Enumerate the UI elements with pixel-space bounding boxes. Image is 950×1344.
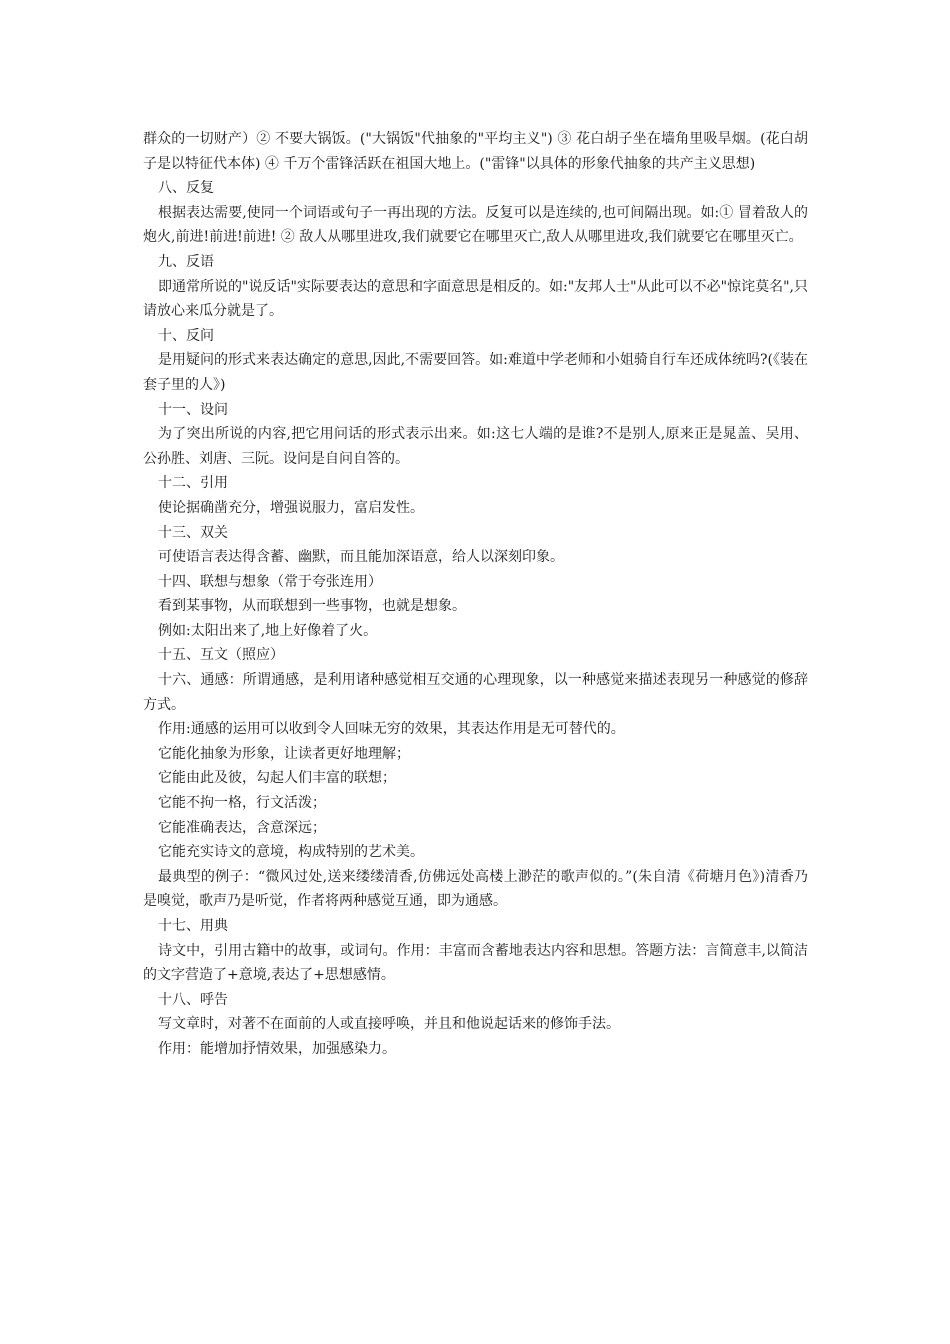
paragraph-synesthesia-example: 最典型的例子：“微风过处,送来缕缕清香,仿佛远处高楼上渺茫的歌声似的。”(朱自清《荷塘月色》)清香乃是嗅觉，歌声乃是听觉，作者将两种感觉互通，即为通感。 [143, 868, 808, 910]
document-body [143, 127, 808, 1062]
paragraph-synesthesia-point-1: 它能化抽象为形象，让读者更好地理解； [158, 745, 410, 762]
heading-intertextuality: 十五、互文（照应） [158, 647, 284, 664]
paragraph-quotation: 使论据确凿充分，增强说服力，富启发性。 [158, 499, 424, 516]
paragraph-repetition: 根据表达需要,使同一个词语或句子一再出现的方法。反复可以是连续的,也可间隔出现。如:① 冒着敌人的炮火,前进!前进!前进! ② 敌人从哪里进攻,我们就要它在哪里灭亡,敌人从哪里进攻,我们就要它在哪里灭亡。 [143, 204, 808, 246]
heading-irony: 九、反语 [158, 253, 214, 270]
paragraph-self-question: 为了突出所说的内容,把它用问话的形式表示出来。如:这七人端的是谁?不是别人,原来正是晁盖、吴用、公孙胜、刘唐、三阮。设问是自问自答的。 [143, 426, 808, 467]
paragraph-apostrophe-function: 作用：能增加抒情效果，加强感染力。 [158, 1040, 396, 1057]
paragraph-synesthesia-point-5: 它能充实诗文的意境，构成特别的艺术美。 [158, 844, 424, 861]
paragraph-apostrophe: 写文章时，对著不在面前的人或直接呼唤，并且和他说起话来的修饰手法。 [158, 1016, 620, 1033]
paragraph-pun: 可使语言表达得含蓄、幽默，而且能加深语意，给人以深刻印象。 [158, 549, 564, 566]
paragraph-synesthesia: 十六、通感：所谓通感，是利用诸种感觉相互交通的心理现象，以一种感觉来描述表现另一种感觉的修辞方式。 [143, 672, 808, 713]
paragraph-association: 看到某事物，从而联想到一些事物，也就是想象。 [158, 598, 466, 615]
paragraph-synesthesia-point-2: 它能由此及彼，勾起人们丰富的联想； [158, 770, 396, 787]
paragraph-metonymy-examples: 群众的一切财产）② 不要大锅饭。("大锅饭"代抽象的"平均主义") ③ 花白胡子坐在墙角里吸旱烟。(花白胡子是以特征代本体) ④ 千万个雷锋活跃在祖国大地上。("雷锋"以具体的形象代抽象的共产主义思想) [143, 131, 808, 172]
heading-self-question: 十一、设问 [158, 401, 228, 418]
heading-apostrophe: 十八、呼告 [158, 991, 228, 1008]
heading-rhetorical-question: 十、反问 [158, 327, 214, 344]
paragraph-synesthesia-function: 作用:通感的运用可以收到令人回味无穷的效果，其表达作用是无可替代的。 [158, 721, 625, 738]
paragraph-allusion: 诗文中，引用古籍中的故事，或词句。作用：丰富而含蓄地表达内容和思想。答题方法：言简意丰,以简洁的文字营造了+意境,表达了+思想感情。 [143, 942, 808, 984]
heading-pun: 十三、双关 [158, 524, 228, 541]
heading-repetition: 八、反复 [158, 180, 214, 197]
heading-quotation: 十二、引用 [158, 475, 228, 492]
heading-allusion: 十七、用典 [158, 918, 228, 934]
paragraph-rhetorical-question: 是用疑问的形式来表达确定的意思,因此,不需要回答。如:难道中学老师和小姐骑自行车还成体统吗?(《装在套子里的人》) [143, 352, 808, 393]
heading-association-imagination: 十四、联想与想象（常于夸张连用） [158, 573, 382, 590]
paragraph-synesthesia-point-4: 它能准确表达，含意深远； [158, 819, 326, 836]
paragraph-irony: 即通常所说的"说反话"实际要表达的意思和字面意思是相反的。如:"友邦人士"从此可以不必"惊诧莫名",只请放心来瓜分就是了。 [143, 278, 808, 320]
paragraph-association-example: 例如:太阳出来了,地上好像着了火。 [158, 622, 378, 639]
paragraph-synesthesia-point-3: 它能不拘一格，行文活泼； [158, 795, 326, 812]
